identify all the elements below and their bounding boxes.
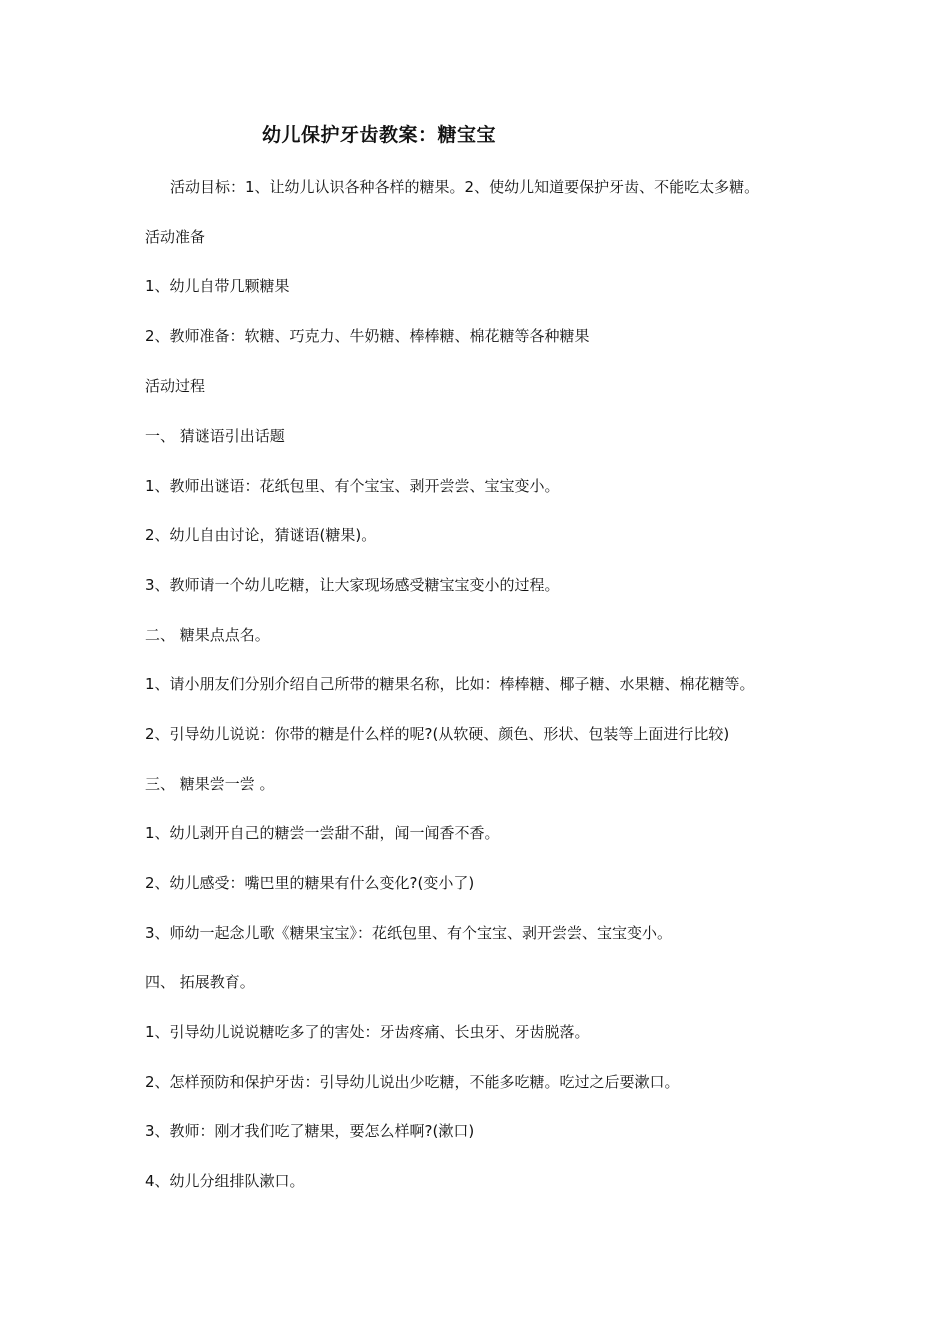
step-item: 4、幼儿分组排队漱口。 [145, 1172, 305, 1190]
section-heading-process: 活动过程 [145, 377, 206, 395]
step-heading: 二、 糖果点点名。 [145, 626, 270, 644]
step-item: 1、请小朋友们分别介绍自己所带的糖果名称，比如：棒棒糖、椰子糖、水果糖、棉花糖等。 [145, 675, 755, 693]
step-heading: 一、 猜谜语引出话题 [145, 427, 285, 445]
step-item: 3、师幼一起念儿歌《糖果宝宝》：花纸包里、有个宝宝、剥开尝尝、宝宝变小。 [145, 924, 673, 942]
step-item: 1、教师出谜语：花纸包里、有个宝宝、剥开尝尝、宝宝变小。 [145, 477, 560, 495]
step-item: 3、教师请一个幼儿吃糖，让大家现场感受糖宝宝变小的过程。 [145, 576, 560, 594]
step-item: 2、引导幼儿说说：你带的糖是什么样的呢?(从软硬、颜色、形状、包装等上面进行比较) [145, 725, 730, 743]
document-title: 幼儿保护牙齿教案：糖宝宝 [262, 124, 497, 146]
step-item: 2、怎样预防和保护牙齿：引导幼儿说出少吃糖，不能多吃糖。吃过之后要漱口。 [145, 1073, 680, 1091]
step-item: 2、幼儿感受：嘴巴里的糖果有什么变化?(变小了) [145, 874, 475, 892]
preparation-item: 1、幼儿自带几颗糖果 [145, 277, 290, 295]
preparation-item: 2、教师准备：软糖、巧克力、牛奶糖、棒棒糖、棉花糖等各种糖果 [145, 327, 590, 345]
step-item: 3、教师：刚才我们吃了糖果，要怎么样啊?(漱口) [145, 1122, 475, 1140]
activity-goals: 活动目标：1、让幼儿认识各种各样的糖果。2、使幼儿知道要保护牙齿、不能吃太多糖。 [170, 178, 760, 196]
step-heading: 四、 拓展教育。 [145, 973, 255, 991]
step-heading: 三、 糖果尝一尝 。 [145, 775, 275, 793]
step-item: 1、幼儿剥开自己的糖尝一尝甜不甜，闻一闻香不香。 [145, 824, 500, 842]
step-item: 1、引导幼儿说说糖吃多了的害处：牙齿疼痛、长虫牙、牙齿脱落。 [145, 1023, 590, 1041]
step-item: 2、幼儿自由讨论，猜谜语(糖果)。 [145, 526, 377, 544]
section-heading-preparation: 活动准备 [145, 228, 206, 246]
